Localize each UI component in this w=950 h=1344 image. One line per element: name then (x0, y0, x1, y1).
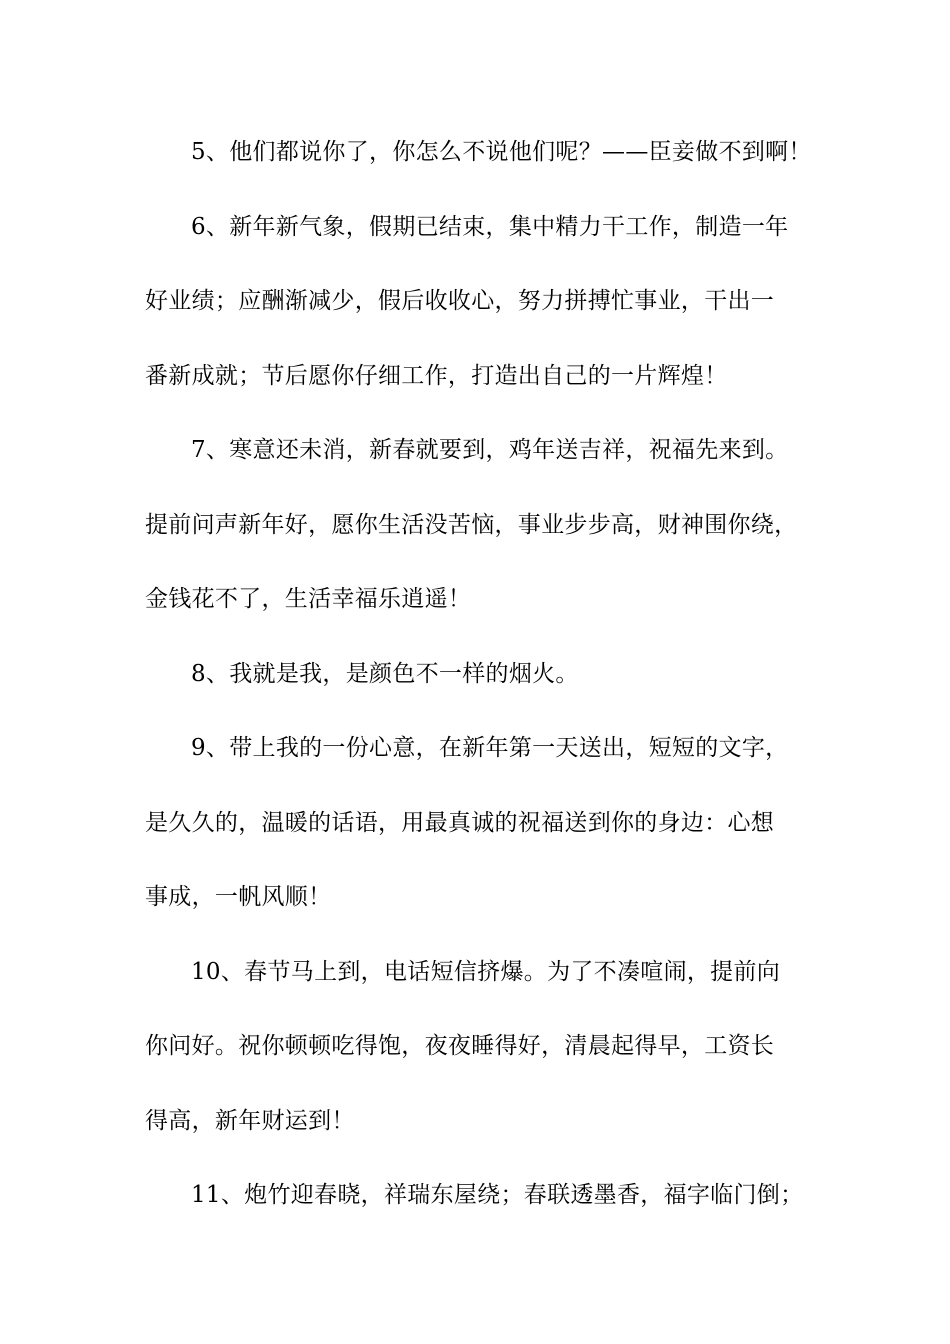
paragraph-8-line-1: 8、我就是我，是颜色不一样的烟火。 (191, 660, 579, 687)
paragraph-10-line-2: 你问好。祝你顿顿吃得饱，夜夜睡得好，清晨起得早，工资长 (145, 1033, 775, 1059)
paragraph-11-line-1: 11、炮竹迎春晓，祥瑞东屋绕；春联透墨香，福字临门倒； (191, 1182, 804, 1208)
paragraph-6-line-3: 番新成就；节后愿你仔细工作，打造出自己的一片辉煌！ (145, 362, 728, 389)
paragraph-6-line-2: 好业绩；应酬渐减少，假后收收心，努力拼搏忙事业，干出一 (145, 288, 775, 314)
paragraph-10-line-3: 得高，新年财运到！ (145, 1107, 355, 1134)
paragraph-7-line-2: 提前问声新年好，愿你生活没苦恼，事业步步高，财神围你绕， (145, 511, 798, 538)
paragraph-7-line-1: 7、寒意还未消，新春就要到，鸡年送吉祥，祝福先来到。 (191, 437, 789, 463)
paragraph-6-line-1: 6、新年新气象，假期已结束，集中精力干工作，制造一年 (191, 213, 789, 240)
paragraph-10-line-1: 10、春节马上到，电话短信挤爆。为了不凑喧闹，提前向 (191, 958, 781, 985)
paragraph-5-line-1: 5、他们都说你了，你怎么不说他们呢？——臣妾做不到啊！ (191, 139, 812, 165)
paragraph-9-line-2: 是久久的，温暖的话语，用最真诚的祝福送到你的身边：心想 (145, 809, 775, 836)
paragraph-9-line-3: 事成，一帆风顺！ (145, 884, 332, 910)
paragraph-9-line-1: 9、带上我的一份心意，在新年第一天送出，短短的文字， (191, 735, 789, 761)
paragraph-7-line-3: 金钱花不了，生活幸福乐逍遥！ (145, 586, 472, 612)
document-body (145, 128, 825, 1246)
